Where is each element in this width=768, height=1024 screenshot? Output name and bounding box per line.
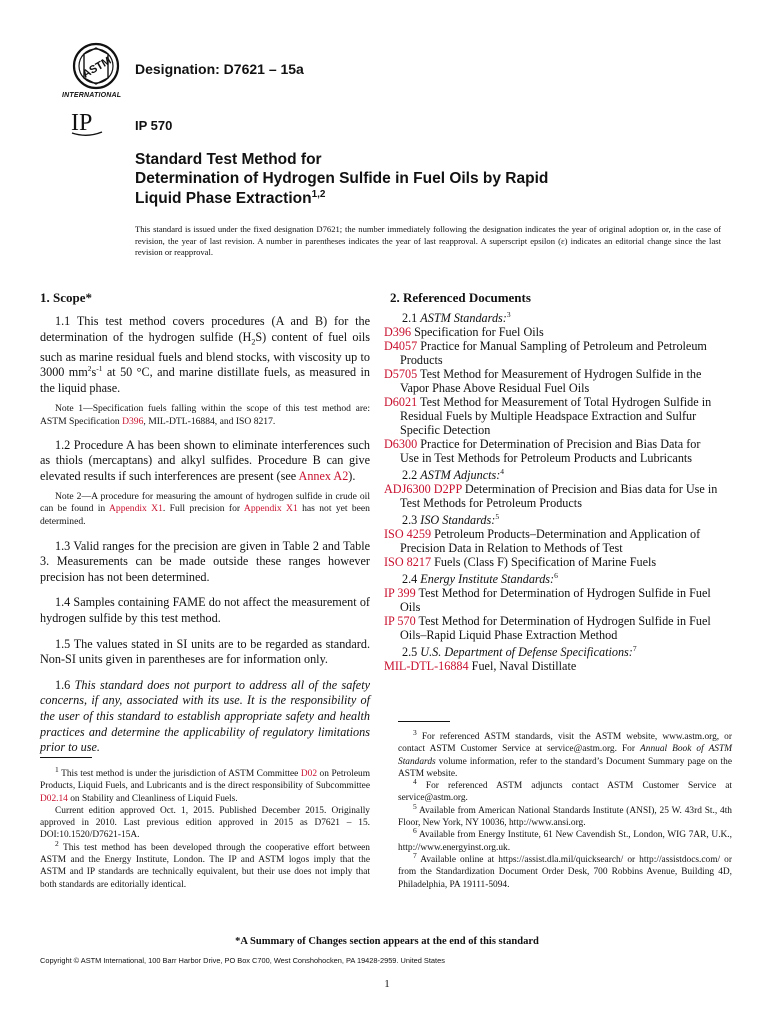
astm-standard-title: Practice for Manual Sampling of Petroleum and Petroleum Products	[400, 339, 707, 367]
footnote-1-edition: Current edition approved Oct. 1, 2015. Published December 2015. Originally approved in 2010. Last previous edition approved in 2015 as D7621 – 15. DOI:10.1520/D7621-15A.	[40, 805, 370, 841]
dod-spec-title: Fuel, Naval Distillate	[468, 659, 577, 673]
ei-label-text: Energy Institute Standards:	[420, 572, 555, 586]
astm-standard-item	[384, 367, 720, 395]
note-2-c: has not yet been determined.	[40, 503, 370, 527]
astm-standard-title: Specification for Fuel Oils	[411, 325, 544, 339]
ip-logo-icon	[70, 108, 104, 136]
dod-spec-item	[384, 659, 720, 673]
references-column	[384, 290, 720, 673]
s-1-sup: -1	[96, 364, 103, 374]
svg-text:ASTM: ASTM	[80, 54, 114, 81]
scope-1-6	[40, 678, 370, 756]
references-heading: 2. Referenced Documents	[390, 290, 531, 305]
ei-standard-title: Test Method for Determination of Hydrogen Sulfide in Fuel Oils	[400, 586, 711, 614]
scope-1-2	[40, 438, 370, 485]
astm-adjunct-item	[384, 482, 720, 510]
fn7-sup: 7	[413, 850, 417, 860]
footnotes-left	[40, 764, 370, 891]
scope-1-2-b: ).	[348, 468, 356, 483]
scope-1-5: 1.5 The values stated in SI units are to be regarded as standard. Non-SI units given in parentheses are for information only.	[40, 636, 370, 667]
title-sup: 1,2	[311, 189, 326, 200]
astm-standard-item	[384, 339, 720, 367]
iso-label-num: 2.3	[402, 513, 421, 527]
footnote-7	[398, 850, 732, 891]
d02-14-link[interactable]: D02.14	[40, 793, 68, 804]
scope-1-4: 1.4 Samples containing FAME do not affect the measurement of hydrogen sulfide by this test method.	[40, 595, 370, 626]
scope-1-3: 1.3 Valid ranges for the precision are given in Table 2 and Table 3. Measurements can be made outside these ranges however precision has not been determined.	[40, 538, 370, 584]
fn5-sup: 5	[413, 801, 417, 811]
note-2-a: Note 2—A procedure for measuring the amount of hydrogen sulfide in crude oil can be found in	[40, 491, 370, 515]
astm-adjunct-title: Determination of Precision and Bias data for Use in Test Methods for Petroleum Products	[400, 482, 718, 510]
astm-adjunct-code-link[interactable]: ADJ6300 D2PP	[384, 482, 462, 496]
note-2-b: . Full precision for	[162, 503, 244, 515]
fn2-sup: 2	[55, 838, 59, 848]
astm-standard-item	[384, 395, 720, 437]
astm-standard-code-link[interactable]: D5705	[384, 367, 418, 381]
ip-number: IP 570	[135, 118, 173, 133]
dod-label-text: U.S. Department of Defense Specifications:	[420, 645, 633, 659]
fn5-text: Available from American National Standards Institute (ANSI), 25 W. 43rd St., 4th Floor, New York, NY 10036, http://www.ansi.org.	[398, 805, 732, 829]
fn2-text: This test method has been developed through the cooperative effort between ASTM and the Energy Institute, London. The IP and ASTM logos imply that the ASTM and IP standards are technically equivalent, but their use does not imply that both standards are editorially identical.	[40, 842, 370, 890]
adj-label-num: 2.2	[402, 468, 421, 482]
title-line-3-text: Liquid Phase Extraction	[135, 190, 312, 208]
ei-standards-list	[384, 586, 720, 642]
note-2	[40, 491, 370, 527]
fn6-sup: 6	[413, 826, 417, 836]
ei-standard-item	[384, 586, 720, 614]
designation: Designation: D7621 – 15a	[135, 61, 304, 77]
intro-text: This standard is issued under the fixed designation D7621; the number immediately following the designation indicates the year of original adoption or, in the case of revision, the year of last revision. A number in parentheses indicates the year of last reapproval. A superscript epsilon (ε) indicates an editorial change since the last revision or reapproval.	[135, 224, 721, 258]
astm-standard-title: Test Method for Measurement of Hydrogen Sulfide in the Vapor Phase Above Residual Fuel Oils	[400, 367, 702, 395]
mm2-sup: 2	[87, 364, 92, 374]
iso-standard-item	[384, 527, 720, 555]
footnote-3	[398, 727, 733, 780]
iso-label-text: ISO Standards:	[420, 513, 496, 527]
fn4-sup: 4	[413, 777, 417, 787]
astm-standards-label	[390, 311, 720, 325]
title-line-3	[135, 189, 325, 208]
fn1-a: This test method is under the jurisdiction of ASTM Committee	[58, 769, 301, 779]
scope-1-6-text: This standard does not purport to address all of the safety concerns, if any, associated with its use. It is the responsibility of the user of this standard to establish appropriate safety and health practices and determine the applicability of regulatory limitations prior to use.	[40, 677, 370, 755]
appendix-x1-link-1[interactable]: Appendix X1	[109, 503, 163, 515]
scope-1-6-num: 1.6	[55, 677, 75, 692]
astm-adjuncts-list	[384, 482, 720, 510]
annex-a2-link[interactable]: Annex A2	[298, 468, 349, 483]
iso-label-sup: 5	[495, 511, 500, 521]
fn7-text: Available online at https://assist.dla.mil/quicksearch/ or http://assistdocs.com/ or from the Standardization Document Order Desk, 700 Robbins Avenue, Building 4D, Philadelphia, PA 19111-5094.	[398, 854, 732, 890]
iso-standards-list	[384, 527, 720, 569]
title-line-2: Determination of Hydrogen Sulfide in Fuel Oils by Rapid	[135, 170, 549, 187]
title-line-1: Standard Test Method for	[135, 151, 322, 168]
astm-label-text: ASTM Standards:	[420, 311, 507, 325]
footnotes-right	[398, 727, 733, 891]
astm-standard-code-link[interactable]: D6021	[384, 395, 418, 409]
fn3-b: volume information, refer to the standard’s Document Summary page on the ASTM website.	[398, 756, 732, 779]
dod-label-sup: 7	[632, 643, 637, 653]
note-1	[40, 403, 370, 427]
summary-note: *A Summary of Changes section appears at the end of this standard	[235, 936, 539, 947]
astm-standard-code-link[interactable]: D4057	[384, 339, 418, 353]
fn1-sup: 1	[55, 764, 59, 774]
scope-1-1-d: at 50 °C, and marine distillate fuels, as measured in the liquid phase.	[40, 365, 370, 395]
scope-1-1-a: 1.1 This test method covers procedures (A and B) for the determination of the hydrogen sulfide (H	[40, 314, 370, 344]
astm-label-sup: 3	[506, 309, 511, 319]
astm-standard-item	[384, 325, 720, 339]
scope-1-1	[40, 314, 370, 396]
astm-standard-title: Test Method for Measurement of Total Hydrogen Sulfide in Residual Fuels by Multiple Headspace Extraction and Sulfur Specific Detection	[400, 395, 712, 437]
astm-label-num: 2.1	[402, 311, 421, 325]
adj-label-text: ASTM Adjuncts:	[420, 468, 501, 482]
ei-standard-item	[384, 614, 720, 642]
note-1-a: Note 1—Specification fuels falling within the scope of this test method are: ASTM Specification	[40, 403, 370, 427]
dod-specs-label	[390, 645, 720, 659]
fn3-a: For referenced ASTM standards, visit the ASTM website, www.astm.org, or contact ASTM Customer Service at service@astm.org. For	[398, 732, 732, 755]
ei-standard-title: Test Method for Determination of Hydrogen Sulfide in Fuel Oils–Rapid Liquid Phase Extraction Method	[400, 614, 711, 642]
dod-label-num: 2.5	[402, 645, 421, 659]
ip-logo	[70, 108, 104, 136]
astm-adjuncts-label	[390, 468, 720, 482]
scope-1-2-a: 1.2 Procedure A has been shown to eliminate interferences such as thiols (mercaptans) and alkyl sulfides. Procedure B can give elevated results if such interferences are present (see	[40, 437, 370, 483]
iso-standard-title: Fuels (Class F) Specification of Marine Fuels	[431, 555, 657, 569]
fn1-c: on Stability and Cleanliness of Liquid Fuels.	[67, 793, 238, 804]
astm-standards-list	[384, 325, 720, 465]
footnote-6	[398, 826, 732, 854]
fn6-text: Available from Energy Institute, 61 New Cavendish St., London, WIG 7AR, U.K., http://www.energyinst.org.uk.	[398, 830, 732, 853]
footnote-1	[40, 764, 370, 805]
fn1-b: on Petroleum Products, Liquid Fuels, and Lubricants and is the direct responsibility of Subcommittee	[40, 769, 370, 792]
ei-standard-code-link[interactable]: IP 399	[384, 586, 416, 600]
scope-column	[40, 290, 370, 756]
footnote-5	[398, 801, 732, 830]
adj-label-sup: 4	[500, 466, 505, 476]
footnote-rule-left	[40, 757, 92, 758]
footnote-4	[398, 777, 732, 805]
dod-spec-code-link[interactable]: MIL-DTL-16884	[384, 659, 469, 673]
iso-standard-item	[384, 555, 720, 569]
svg-text:IP: IP	[71, 110, 93, 136]
note-1-b: , MIL-DTL-16884, and ISO 8217.	[143, 415, 276, 427]
ei-standard-code-link[interactable]: IP 570	[384, 614, 416, 628]
scope-1-1-c: s	[91, 365, 97, 380]
scope-heading: 1. Scope*	[40, 290, 92, 305]
iso-standard-code-link[interactable]: ISO 4259	[384, 527, 432, 541]
astm-standard-code-link[interactable]: D396	[384, 325, 412, 339]
ei-label-num: 2.4	[402, 572, 421, 586]
footnote-2	[40, 838, 370, 891]
astm-logo	[64, 40, 128, 102]
ei-label-sup: 6	[554, 570, 558, 580]
d02-link[interactable]: D02	[300, 769, 318, 779]
footnote-rule-right	[398, 721, 450, 722]
iso-standard-code-link[interactable]: ISO 8217	[384, 555, 432, 569]
fn3-italic: Annual Book of ASTM Standards	[398, 744, 733, 767]
iso-standard-title: Petroleum Products–Determination and Application of Precision Data in Relation to Methods of Test	[400, 527, 701, 555]
astm-standard-code-link[interactable]: D6300	[384, 437, 418, 451]
fn3-sup: 3	[413, 727, 417, 737]
appendix-x1-link-2[interactable]: Appendix X1	[243, 503, 298, 515]
page-number: 1	[384, 978, 390, 990]
astm-logo-caption: INTERNATIONAL	[62, 92, 122, 99]
copyright: Copyright © ASTM International, 100 Barr Harbor Drive, PO Box C700, West Conshohocken, PA 19428-2959. United States	[40, 956, 445, 965]
astm-standard-title: Practice for Determination of Precision and Bias Data for Use in Test Methods for Petroleum Products and Lubricants	[400, 437, 701, 465]
h2s-sub: 2	[251, 337, 256, 347]
iso-standards-label	[390, 513, 720, 527]
scope-1-1-b: S) content of fuel oils such as marine residual fuels and blend stocks, with viscosity up to 3000 mm	[40, 329, 370, 380]
ei-standards-label	[390, 572, 720, 586]
fn4-text: For referenced ASTM adjuncts contact ASTM Customer Service at service@astm.org.	[398, 781, 732, 804]
note-1-link-d396[interactable]: D396	[122, 415, 144, 427]
astm-standard-item	[384, 437, 720, 465]
dod-specs-list	[384, 659, 720, 673]
